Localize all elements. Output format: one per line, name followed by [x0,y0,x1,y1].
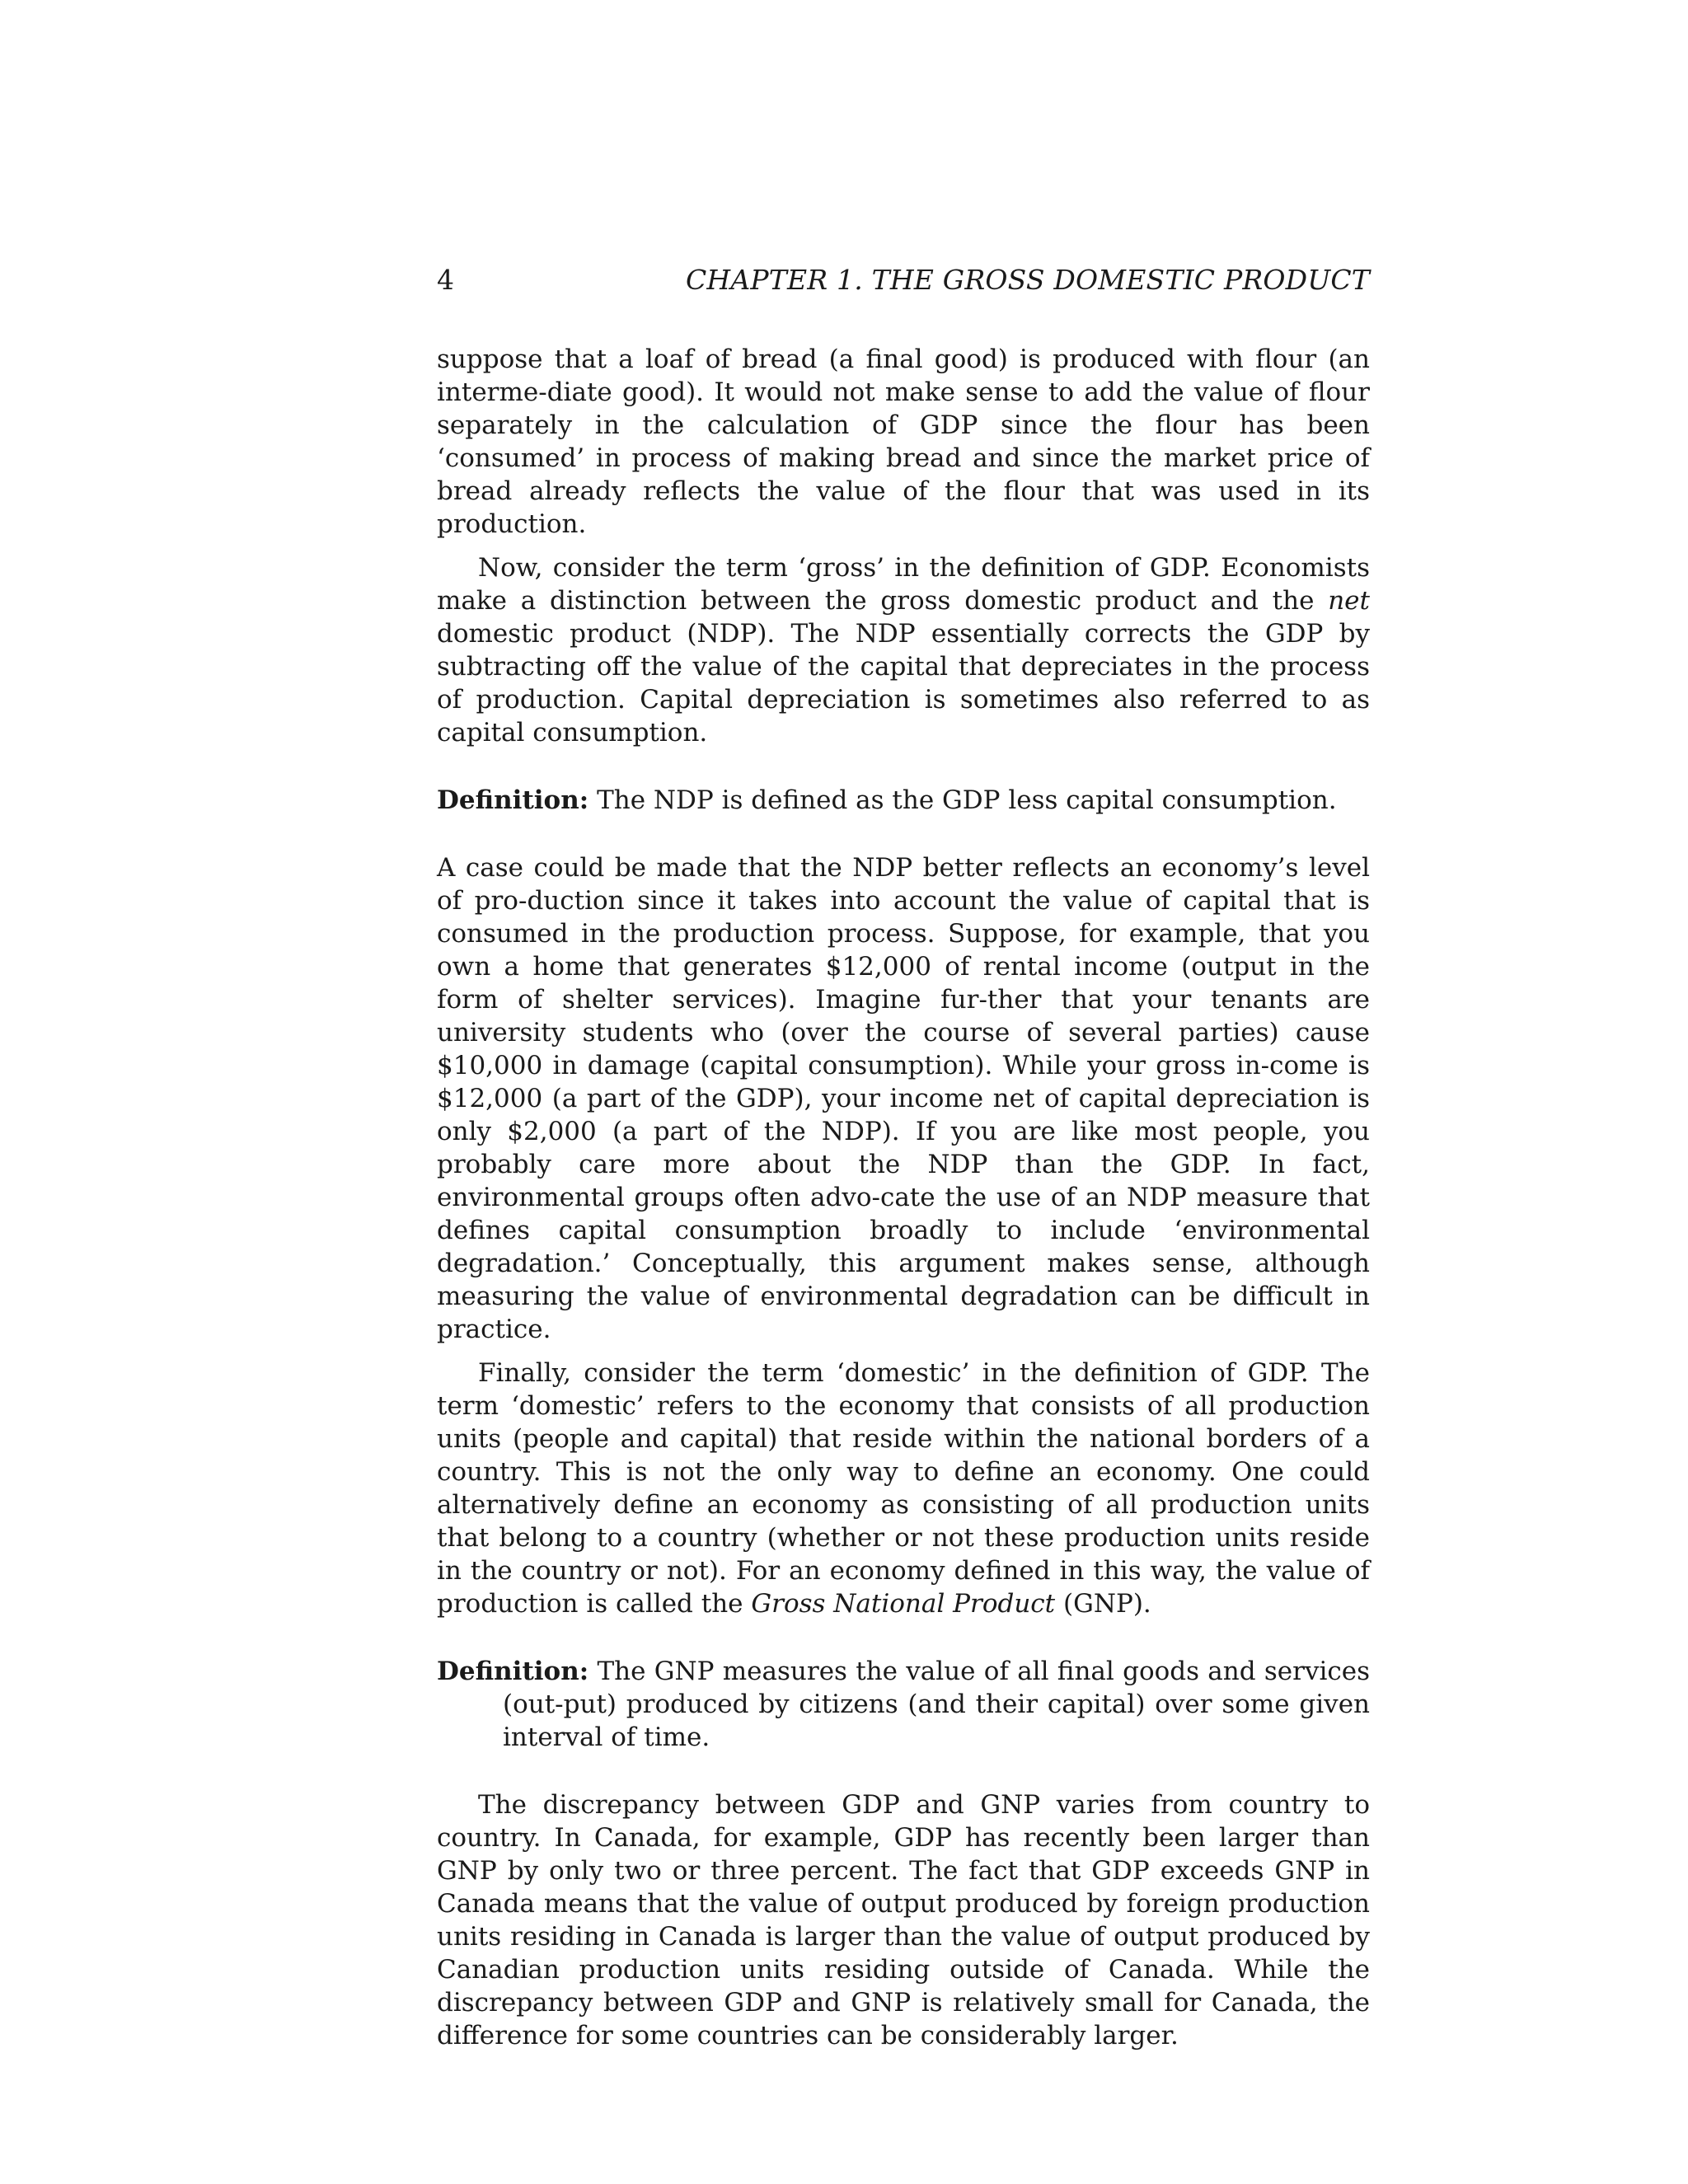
definition-ndp-text: The NDP is defined as the GDP less capital consumption. [588,785,1337,815]
running-head: CHAPTER 1. THE GROSS DOMESTIC PRODUCT [685,264,1370,296]
definition-gnp [437,1655,1370,1754]
paragraph-discrepancy: The discrepancy between GDP and GNP varies from country to country. In Canada, for example, GDP has recently been larger than GNP by only two or three percent. The fact that GDP exceeds GNP in Canada means that the value of output produced by foreign production units residing in Canada is larger than the value of output produced by Canadian production units residing outside of Canada. While the discrepancy between GDP and GNP is relatively small for Canada, the difference for some countries can be considerably larger. [437,1790,1370,2050]
paragraph-gross-part2: domestic product (NDP). The NDP essentially corrects the GDP by subtracting off the value of the capital that depreciates in the process of production. Capital depreciation is sometimes also referred to as capital consumption. [437,619,1370,748]
page-header [437,257,1370,303]
paragraph-domestic-part1: Finally, consider the term ‘domestic’ in the definition of GDP. The term ‘domestic’ refers to the economy that consists of all production units (people and capital) that reside within the national borders of a country. This is not the only way to define an economy. One could alternatively define an economy as consisting of all production units that belong to a country (whether or not these production units reside in the country or not). For an economy defined in this way, the value of production is called the [437,1358,1370,1619]
paragraph-ndp-example: A case could be made that the NDP better reflects an economy’s level of pro-duction since it takes into account the value of capital that is consumed in the production process. Suppose, for example, that you own a home that generates $12,000 of rental income (output in the form of shelter services). Imagine fur-ther that your tenants are university students who (over the course of several parties) cause $10,000 in damage (capital consumption). While your gross in-come is $12,000 (a part of the GDP), your income net of capital depreciation is only $2,000 (a part of the NDP). If you are like most people, you probably care more about the NDP than the GDP. In fact, environmental groups often advo-cate the use of an NDP measure that defines capital consumption broadly to include ‘environmental degradation.’ Conceptually, this argument makes sense, although measuring the value of environmental degradation can be difficult in practice. [437,853,1370,1344]
definition-gnp-text: The GNP measures the value of all final goods and services (out-put) produced by citizens (and their capital) over some given interval of time. [503,1657,1370,1752]
emphasis-gnp: Gross National Product [751,1589,1056,1619]
paragraph-domestic-part2: (GNP). [1055,1589,1151,1619]
paragraph-domestic [437,1357,1370,1620]
paragraph-bread-flour: suppose that a loaf of bread (a final good) is produced with flour (an interme-diate good). It would not make sense to add the value of flour separately in the calculation of GDP since the flour has been ‘consumed’ in process of making bread and since the market price of bread already reflects the value of the flour that was used in its production. [437,344,1370,539]
body-text [437,343,1370,2052]
definition-ndp-label: Definition: [437,785,589,815]
paragraph-gross [437,551,1370,749]
page [437,257,1370,2052]
definition-ndp [437,784,1370,817]
emphasis-net: net [1328,586,1370,616]
definition-gnp-label: Definition: [437,1657,589,1686]
page-number: 4 [437,264,454,296]
paragraph-gross-part1: Now, consider the term ‘gross’ in the definition of GDP. Economists make a distinction between the gross domestic product and the [437,553,1370,616]
